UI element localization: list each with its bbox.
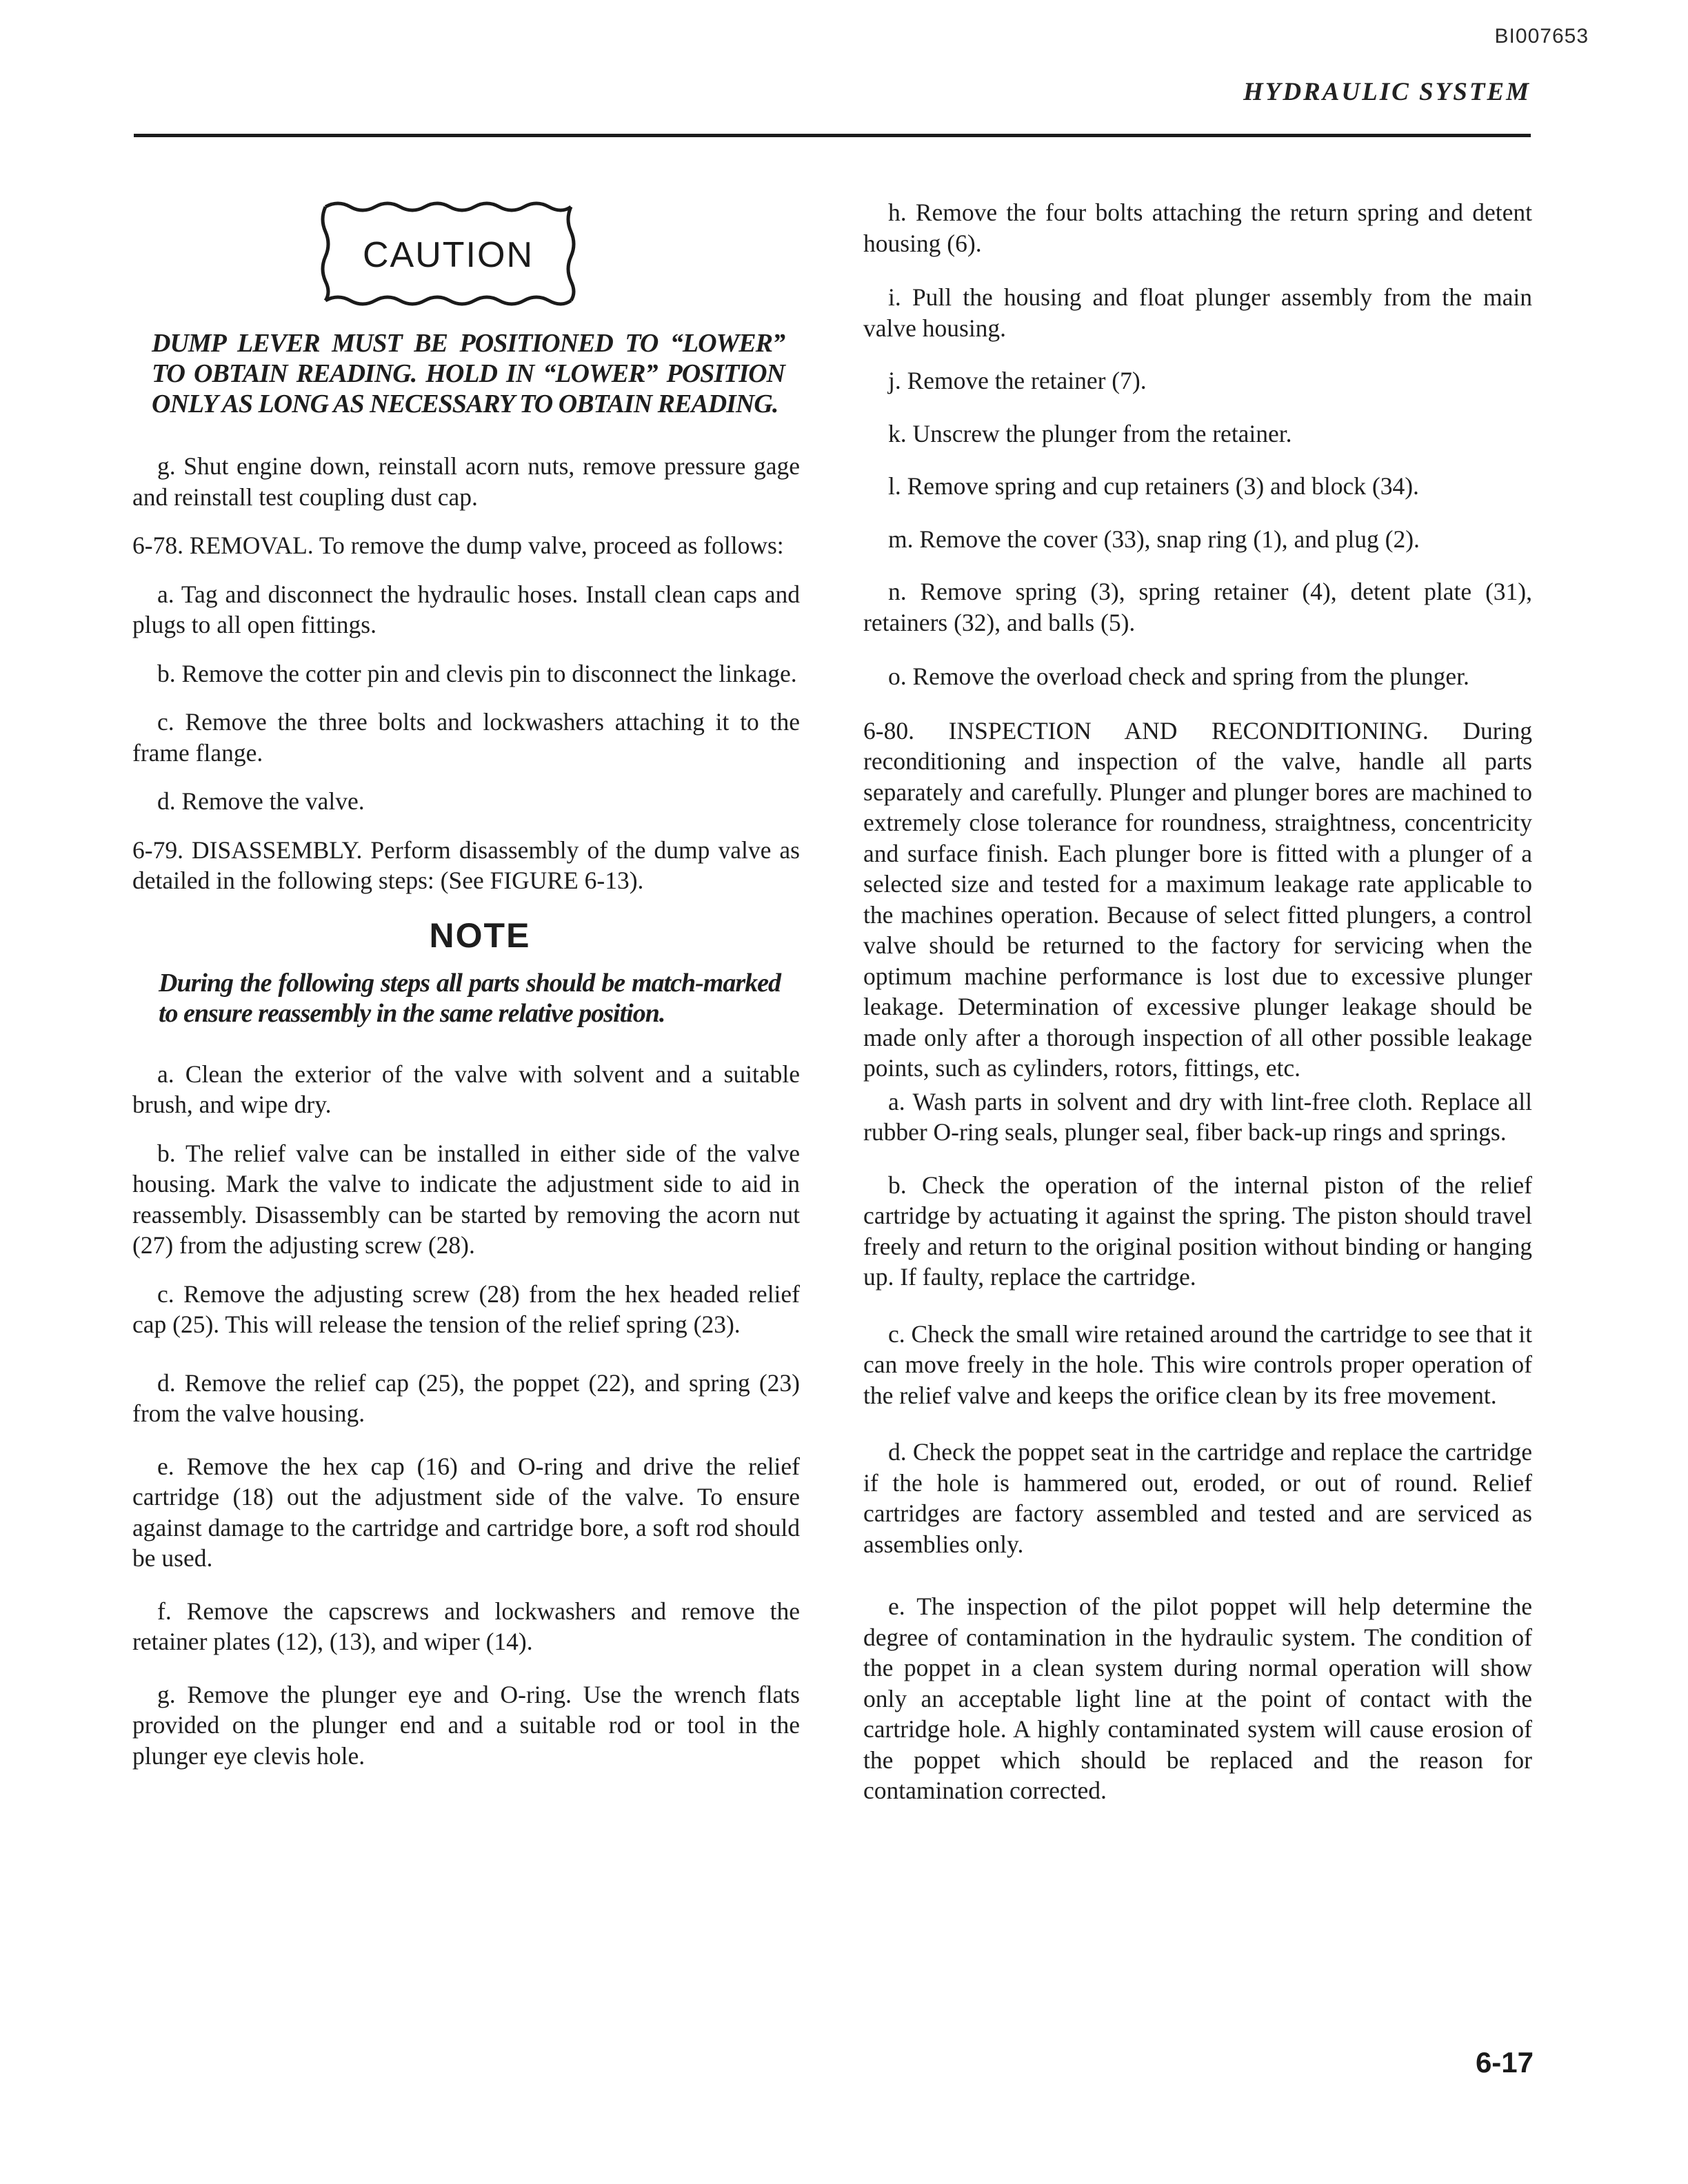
inspection-step-d: d. Check the poppet seat in the cartridge and replace the cartridge if the hole is hammered out, eroded, or out of round. Relief cartridges are factory assembled and tested and are serviced as assemblies only. [863, 1438, 1532, 1558]
disassembly-step-i: i. Pull the housing and float plunger assembly from the main valve housing. [863, 283, 1532, 342]
removal-step-d: d. Remove the valve. [157, 787, 365, 815]
disassembly-step-d: d. Remove the relief cap (25), the poppet (22), and spring (23) from the valve housing. [132, 1368, 800, 1427]
removal-step-b: b. Remove the cotter pin and clevis pin to disconnect the linkage. [157, 659, 797, 687]
section-title: HYDRAULIC SYSTEM [1243, 78, 1531, 106]
caution-label: CAUTION [363, 235, 534, 275]
document-id: BI007653 [1494, 25, 1589, 48]
disassembly-step-a: a. Clean the exterior of the valve with solvent and a suitable brush, and wipe dry. [132, 1060, 800, 1118]
disassembly-step-c: c. Remove the adjusting screw (28) from the hex headed relief cap (25). This will release the tension of the relief spring (23). [132, 1280, 800, 1338]
page-number: 6-17 [1475, 2046, 1534, 2079]
disassembly-step-h: h. Remove the four bolts attaching the return spring and detent housing (6). [863, 199, 1532, 257]
inspection-step-a: a. Wash parts in solvent and dry with lint-free cloth. Replace all rubber O-ring seals, plunger seal, fiber back-up rings and springs. [863, 1087, 1532, 1146]
right-column [863, 197, 1532, 1806]
caution-text: DUMP LEVER MUST BE POSITIONED TO “LOWER” TO OBTAIN READING. HOLD IN “LOWER” POSITION ONLY AS LONG AS NECESSARY TO OBTAIN READING. [152, 329, 785, 418]
note-label: NOTE [429, 916, 531, 955]
header-rule [134, 134, 1531, 137]
disassembly-step-j: j. Remove the retainer (7). [888, 367, 1147, 394]
left-column [132, 197, 800, 1771]
disassembly-step-l: l. Remove spring and cup retainers (3) and block (34). [888, 472, 1419, 500]
note-text: During the following steps all parts should be match-marked to ensure reassembly in the same relative position. [159, 968, 781, 1028]
removal-step-a: a. Tag and disconnect the hydraulic hoses. Install clean caps and plugs to all open fittings. [132, 580, 800, 638]
disassembly-step-m: m. Remove the cover (33), snap ring (1), and plug (2). [888, 525, 1420, 553]
step-g-shut-engine: g. Shut engine down, reinstall acorn nuts, remove pressure gage and reinstall test coupling dust cap. [132, 452, 800, 511]
disassembly-step-n: n. Remove spring (3), spring retainer (4), detent plate (31), retainers (32), and balls (5). [863, 578, 1532, 636]
disassembly-step-e: e. Remove the hex cap (16) and O-ring and drive the relief cartridge (18) out the adjustment side of the valve. To ensure against damage to the cartridge and cartridge bore, a soft rod should be used. [132, 1452, 800, 1572]
disassembly-step-b: b. The relief valve can be installed in either side of the valve housing. Mark the valve to indicate the adjustment side to aid in reassembly. Disassembly can be started by removing the acorn nut (27) from the adjusting screw (28). [132, 1139, 800, 1259]
inspection-step-b: b. Check the operation of the internal piston of the relief cartridge by actuating it against the spring. The piston should travel freely and return to the original position without binding or hanging up. If faulty, replace the cartridge. [863, 1171, 1532, 1291]
section-6-78-removal: 6-78. REMOVAL. To remove the dump valve, proceed as follows: [132, 532, 784, 559]
disassembly-step-o: o. Remove the overload check and spring from the plunger. [888, 663, 1469, 690]
disassembly-step-k: k. Unscrew the plunger from the retainer. [888, 419, 1292, 447]
caution-box [320, 199, 576, 309]
inspection-step-c: c. Check the small wire retained around the cartridge to see that it can move freely in the hole. This wire controls proper operation of the relief valve and keeps the orifice clean by its free movement. [863, 1320, 1532, 1409]
removal-step-c: c. Remove the three bolts and lockwashers attaching it to the frame flange. [132, 708, 800, 767]
disassembly-step-g: g. Remove the plunger eye and O-ring. Use the wrench flats provided on the plunger end and a suitable rod or tool in the plunger eye clevis hole. [132, 1680, 800, 1770]
disassembly-step-f: f. Remove the capscrews and lockwashers and remove the retainer plates (12), (13), and wiper (14). [132, 1597, 800, 1655]
section-6-80-inspection: 6-80. INSPECTION AND RECONDITIONING. During reconditioning and inspection of the valve, handle all parts separately and carefully. Plunger and plunger bores are machined to extremely close tolerance for roundness, straightness, concentricity and surface finish. Each plunger bore is fitted with a plunger of a selected size and tested for a maximum leakage rate applicable to the machines operation. Because of select fitted plungers, a control valve should be returned to the factory for servicing when the optimum machine performance is lost due to excessive plunger leakage. Determination of excessive plunger leakage should be made only after a thorough inspection of all other possible leakage points, such as cylinders, rotors, fittings, etc. [863, 716, 1532, 1082]
section-6-79-disassembly: 6-79. DISASSEMBLY. Perform disassembly of the dump valve as detailed in the following steps: (See FIGURE 6-13). [132, 836, 800, 894]
inspection-step-e: e. The inspection of the pilot poppet will help determine the degree of contamination in the hydraulic system. The condition of the poppet in a clean system during normal operation will show only an acceptable light line at the point of contact with the cartridge hole. A highly contaminated system will cause erosion of the poppet which should be replaced and the reason for contamination corrected. [863, 1593, 1532, 1804]
